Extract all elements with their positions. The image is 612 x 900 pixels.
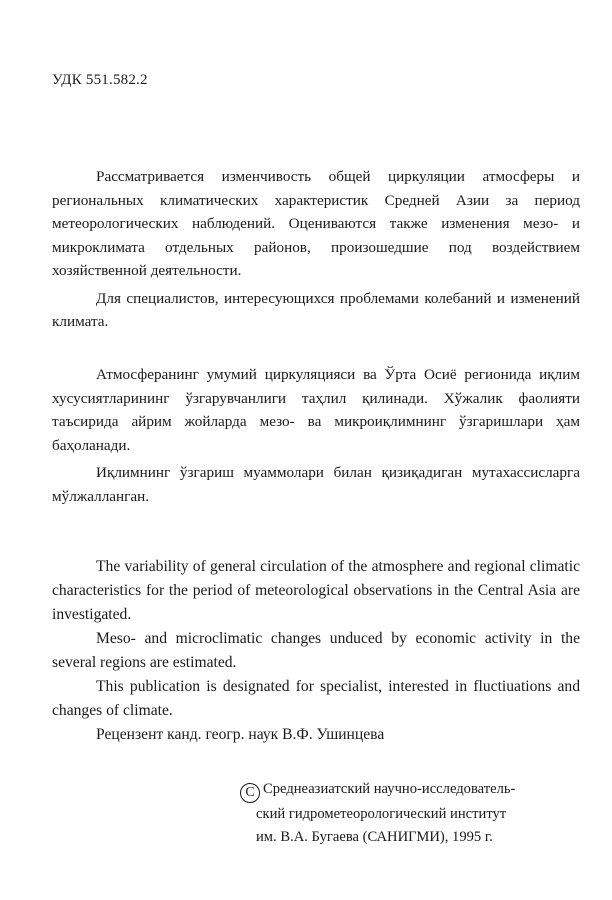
- copyright-notice: [240, 778, 580, 849]
- english-audience: This publication is designated for specialist, interested in fluctiuations and changes of climate.: [52, 678, 580, 719]
- uzbek-audience: Иқлимнинг ўзгариш муаммолари билан қизиқадиган мутахассисларга мўлжалланган.: [52, 464, 580, 505]
- reviewer-line: Рецензент канд. геогр. наук В.Ф. Ушинцева: [96, 726, 385, 743]
- english-meso: Meso- and microclimatic changes unduced by economic activity in the several regions are estimated.: [52, 630, 580, 671]
- udk-code: УДК 551.582.2: [52, 72, 148, 88]
- english-abstract: The variability of general circulation of the atmosphere and regional climatic characteristics for the period of meteorological observations in the Central Asia are investigated.: [52, 558, 580, 623]
- uzbek-annotation: [52, 363, 580, 508]
- copyright-line-3: им. В.А. Бугаева (САНИГМИ), 1995 г.: [256, 829, 493, 845]
- uzbek-abstract: Атмосферанинг умумий циркуляцияси ва Ўрта Осиё регионида иқлим хусусиятларининг ўзгарувчанлиги таҳлил қилинади. Хўжалик фаолияти таъсирида айрим жойларда мезо- ва микроиқлимнинг ўзгаришлари ҳам баҳоланади.: [52, 366, 580, 454]
- copyright-line-1-text: Среднеазиатский научно-исследователь-: [263, 781, 516, 797]
- english-annotation: [52, 555, 580, 747]
- copyright-line-2: ский гидрометеорологический институт: [256, 806, 507, 822]
- russian-annotation: [52, 165, 580, 334]
- copyright-icon: C: [240, 783, 260, 803]
- russian-abstract: Рассматривается изменчивость общей циркуляции атмосферы и региональных климатических характеристик Средней Азии за период метеорологических наблюдений. Оцениваются также изменения мезо- и микроклимата отдельных районов, произошедшие под воздействием хозяйственной деятельности.: [52, 168, 580, 279]
- russian-audience: Для специалистов, интересующихся проблемами колебаний и изменений климата.: [52, 289, 580, 330]
- copyright-line-1: [240, 778, 580, 803]
